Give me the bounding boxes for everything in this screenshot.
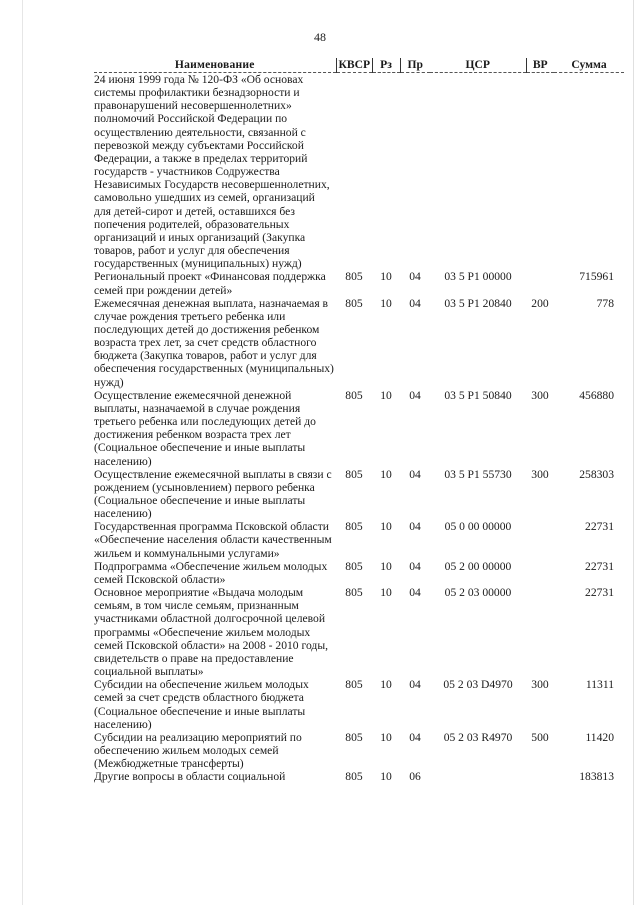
row-name: Основное мероприятие «Выдача молодым семьям, в том числе семьям, признанным участниками областной долгосрочной целевой программы «Обеспечение жильем молодых семей Псковской области» на 2008 - 2010 годы, свидетельств о праве на предоставление социальной выплаты» <box>94 586 329 679</box>
row-kvsr: 805 <box>345 520 363 534</box>
right-scan-edge <box>633 0 634 905</box>
row-vr <box>526 586 554 678</box>
row-sum: 258303 <box>579 467 614 481</box>
row-vr <box>526 73 554 271</box>
row-name: Другие вопросы в области социальной <box>94 770 286 784</box>
row-csr <box>430 770 526 783</box>
row-kvsr: 805 <box>345 770 363 784</box>
row-name: 24 июня 1999 года № 120-ФЗ «Об основах системы профилактики безнадзорности и правонарушений несовершеннолетних» полномочий Российской Федерации по осуществлению деятельности, связанной с перевозкой между субъектами Российской Федерации, а также в пределах территорий государств - участников Содружества Независимых Государств несовершеннолетних, самовольно ушедших из семей, организаций для детей-сирот и детей, оставшихся без попечения родителей, образовательных организаций и иных организаций (Закупка товаров, работ и услуг для обеспечения государственных (муниципальных) нужд) <box>94 73 330 271</box>
header-sum: Сумма <box>554 58 624 73</box>
row-rz: 10 <box>380 586 392 600</box>
row-csr: 05 2 03 R4970 <box>443 730 513 744</box>
row-csr: 05 2 00 00000 <box>444 559 512 573</box>
row-csr: 03 5 P1 55730 <box>444 467 512 481</box>
row-sum: 456880 <box>579 388 614 402</box>
row-rz: 10 <box>380 467 392 481</box>
table-body <box>94 73 624 784</box>
table-row <box>94 297 624 389</box>
row-rz: 10 <box>380 388 392 402</box>
table-row <box>94 468 624 521</box>
row-vr <box>526 520 554 559</box>
row-sum: 11420 <box>585 730 614 744</box>
row-pr: 04 <box>409 270 421 284</box>
row-vr: 300 <box>531 678 549 692</box>
table-row <box>94 520 624 559</box>
row-rz: 10 <box>380 678 392 692</box>
header-name: Наименование <box>94 58 336 73</box>
row-kvsr: 805 <box>345 678 363 692</box>
row-csr: 05 2 03 00000 <box>444 586 512 600</box>
row-kvsr: 805 <box>345 388 363 402</box>
header-vr: ВР <box>526 58 554 73</box>
row-vr: 300 <box>531 467 549 481</box>
row-kvsr: 805 <box>345 730 363 744</box>
row-sum: 22731 <box>585 520 614 534</box>
row-rz: 10 <box>380 520 392 534</box>
row-pr: 04 <box>409 586 421 600</box>
row-name: Субсидии на обеспечение жильем молодых семей за счет средств областного бюджета (Социальное обеспечение и иные выплаты населению) <box>94 678 309 731</box>
row-name: Государственная программа Псковской области «Обеспечение населения области качественным жильем и коммунальными услугами» <box>94 520 332 560</box>
row-name: Осуществление ежемесячной выплаты в связи с рождением (усыновлением) первого ребенка (Социальное обеспечение и иные выплаты населению) <box>94 467 332 521</box>
left-scan-edge <box>22 0 23 905</box>
row-sum: 183813 <box>579 770 614 784</box>
row-kvsr <box>336 73 372 271</box>
row-rz: 10 <box>380 559 392 573</box>
row-vr: 300 <box>531 388 549 402</box>
row-pr: 04 <box>409 467 421 481</box>
header-kvsr: КВСР <box>336 58 372 73</box>
table-row <box>94 270 624 296</box>
row-vr: 500 <box>531 730 549 744</box>
table-row <box>94 678 624 731</box>
row-rz: 10 <box>380 296 392 310</box>
table-row <box>94 770 624 783</box>
table-row <box>94 586 624 678</box>
row-pr: 04 <box>409 296 421 310</box>
header-row <box>94 58 624 73</box>
row-sum: 715961 <box>579 270 614 284</box>
row-csr: 03 5 P1 00000 <box>444 270 512 284</box>
row-vr <box>526 270 554 296</box>
row-csr: 05 0 00 00000 <box>444 520 512 534</box>
row-kvsr: 805 <box>345 296 363 310</box>
row-sum <box>554 73 624 271</box>
row-sum: 778 <box>596 296 614 310</box>
row-csr: 03 5 P1 20840 <box>444 296 512 310</box>
budget-table <box>94 58 624 783</box>
table-row <box>94 560 624 586</box>
row-rz <box>372 73 400 271</box>
row-rz: 10 <box>380 770 392 784</box>
row-pr <box>400 73 430 271</box>
row-kvsr: 805 <box>345 270 363 284</box>
table-row <box>94 731 624 770</box>
page-number: 48 <box>314 30 326 44</box>
row-name: Субсидии на реализацию мероприятий по обеспечению жильем молодых семей (Межбюджетные трансферты) <box>94 730 302 771</box>
row-kvsr: 805 <box>345 467 363 481</box>
header-csr: ЦСР <box>430 58 526 73</box>
row-name: Региональный проект «Финансовая поддержка семей при рождении детей» <box>94 270 326 297</box>
row-pr: 04 <box>409 678 421 692</box>
header-pr: Пр <box>400 58 430 73</box>
row-csr: 03 5 P1 50840 <box>444 388 512 402</box>
row-kvsr: 805 <box>345 586 363 600</box>
row-kvsr: 805 <box>345 559 363 573</box>
row-csr: 05 2 03 D4970 <box>443 678 513 692</box>
header-rz: Рз <box>372 58 400 73</box>
table-row <box>94 389 624 468</box>
row-name: Ежемесячная денежная выплата, назначаемая в случае рождения третьего ребенка или последующих детей до достижения ребенком возраста трех лет, за счет средств областного бюджета (Закупка товаров, работ и услуг для обеспечения государственных (муниципальных) нужд) <box>94 296 334 389</box>
row-vr: 200 <box>531 296 549 310</box>
row-rz: 10 <box>380 270 392 284</box>
row-pr: 04 <box>409 388 421 402</box>
row-name: Осуществление ежемесячной денежной выплаты, назначаемой в случае рождения третьего ребенка или последующих детей до достижения ребенком возраста трех лет (Социальное обеспечение и иные выплаты населению) <box>94 388 316 468</box>
row-sum: 11311 <box>585 678 614 692</box>
row-csr <box>430 73 526 271</box>
row-pr: 04 <box>409 520 421 534</box>
row-pr: 06 <box>409 770 421 784</box>
row-sum: 22731 <box>585 586 614 600</box>
table-row <box>94 73 624 271</box>
row-name: Подпрограмма «Обеспечение жильем молодых семей Псковской области» <box>94 559 328 586</box>
row-vr <box>526 560 554 586</box>
row-pr: 04 <box>409 730 421 744</box>
row-vr <box>526 770 554 783</box>
row-rz: 10 <box>380 730 392 744</box>
row-pr: 04 <box>409 559 421 573</box>
row-sum: 22731 <box>585 559 614 573</box>
